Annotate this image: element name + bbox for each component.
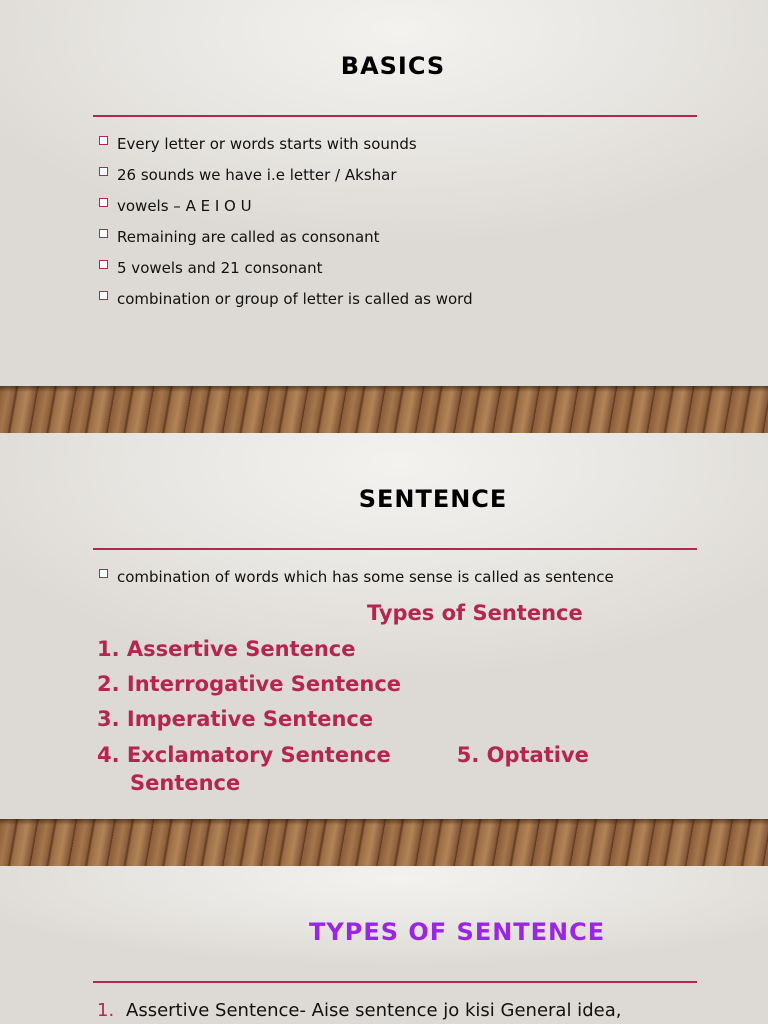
list-text: Assertive Sentence- Aise sentence jo kisi General idea, <box>126 1000 622 1021</box>
sentence-type-item: 4. Exclamatory Sentence 5. Optative Sentence <box>97 743 589 795</box>
title-divider <box>93 548 697 550</box>
wood-floor-divider <box>0 819 768 866</box>
slide-sentence <box>0 433 768 819</box>
list-item: vowels – A E I O U <box>97 197 473 228</box>
list-item: Remaining are called as consonant <box>97 228 473 259</box>
list-number: 1. <box>97 1000 115 1021</box>
square-bullet-icon <box>99 136 108 145</box>
title-divider <box>93 115 697 117</box>
slide-types-of-sentence <box>0 866 768 1024</box>
title-divider <box>93 981 697 983</box>
slide-title: BASICS <box>340 52 446 80</box>
wood-floor-divider <box>0 386 768 433</box>
slide-title: SENTENCE <box>358 485 508 513</box>
square-bullet-icon <box>99 229 108 238</box>
slide-title: TYPES OF SENTENCE <box>309 918 606 946</box>
list-item <box>97 1000 621 1021</box>
list-item: 5 vowels and 21 consonant <box>97 259 473 290</box>
sentence-type-item: 2. Interrogative Sentence <box>97 672 402 696</box>
square-bullet-icon <box>99 260 108 269</box>
bullet-list <box>97 568 614 586</box>
sentence-types-list <box>97 636 690 797</box>
sentence-type-item: 1. Assertive Sentence <box>97 637 356 661</box>
list-item: Every letter or words starts with sounds <box>97 135 473 166</box>
square-bullet-icon <box>99 167 108 176</box>
bullet-list <box>97 135 473 321</box>
sentence-type-item: 3. Imperative Sentence <box>97 707 374 731</box>
list-item: 26 sounds we have i.e letter / Akshar <box>97 166 473 197</box>
slide-basics <box>0 0 768 386</box>
square-bullet-icon <box>99 291 108 300</box>
types-subheading: Types of Sentence <box>367 601 583 625</box>
square-bullet-icon <box>99 198 108 207</box>
list-item: combination or group of letter is called as word <box>97 290 473 321</box>
list-item: combination of words which has some sense is called as sentence <box>97 568 614 586</box>
square-bullet-icon <box>99 569 108 578</box>
